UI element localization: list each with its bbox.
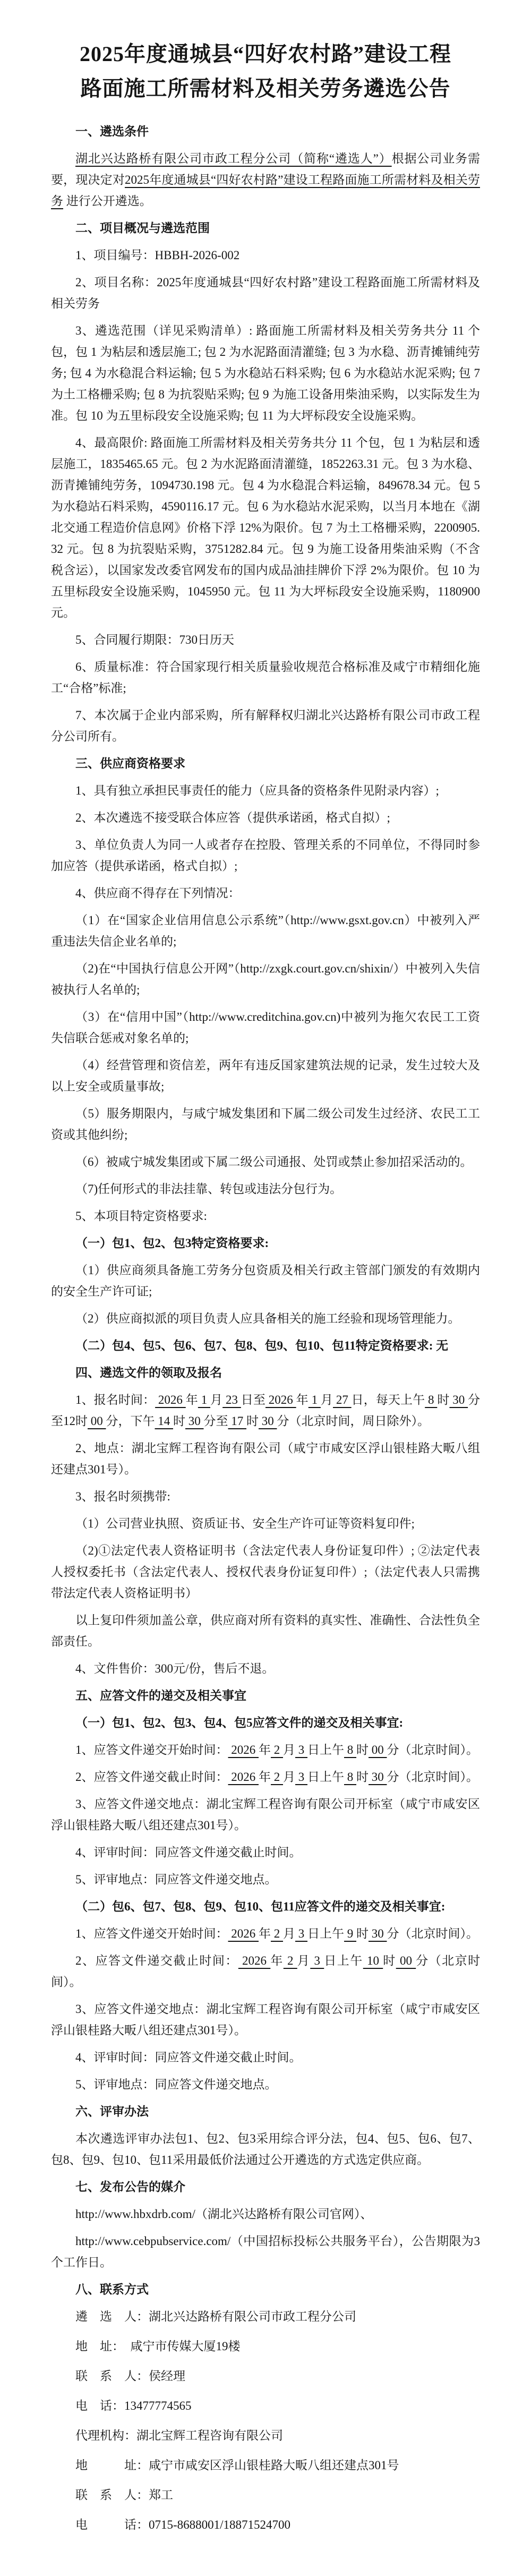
paragraph [51, 1179, 480, 1200]
text-run: 一、遴选条件 [75, 124, 149, 138]
text-run: 五、应答文件的递交及相关事宜 [75, 1688, 246, 1702]
contact-line [51, 2336, 480, 2357]
text-run: 时 [173, 1414, 185, 1428]
paragraph [51, 2074, 480, 2095]
underlined-value: 3 [295, 1770, 307, 1784]
underlined-value: 2026 [228, 1743, 259, 1756]
underlined-value: 3 [295, 1926, 307, 1940]
underlined-value: 27 [333, 1393, 352, 1406]
text-run: 1、应答文件递交开始时间： [75, 1926, 228, 1940]
text-run: http://www.cebpubservice.com/（中国招标投标公共服务平台），公告期限为3个工作日。 [51, 2234, 480, 2269]
text-run: 月 [210, 1393, 223, 1406]
paragraph [51, 1151, 480, 1173]
underlined-value: 00 [396, 1954, 416, 1967]
text-run: 地 址：咸宁市咸安区浮山银桂路大畈八组还建点301号 [75, 2458, 399, 2472]
text-run: 日至 [241, 1393, 266, 1406]
underlined-value: 17 [228, 1414, 246, 1428]
text-run: 日上午 [307, 1926, 344, 1940]
text-run: 5、本项目特定资格要求: [75, 1209, 207, 1223]
text-run: 电 话：0715-8688001/18871524700 [75, 2518, 291, 2531]
text-run: 2、地点：湖北宝辉工程咨询有限公司（咸宁市咸安区浮山银桂路大畈八组还建点301号）。 [51, 1441, 480, 1476]
paragraph [51, 1308, 480, 1329]
text-run: 4、文件售价：300元/份，售后不退。 [75, 1661, 275, 1675]
text-run: （二）包4、包5、包6、包7、包8、包9、包10、包11特定资格要求: 无 [75, 1338, 449, 1352]
paragraph [51, 2231, 480, 2273]
paragraph [51, 432, 480, 624]
paragraph [51, 1103, 480, 1146]
paragraph [51, 958, 480, 1001]
underlined-value: 2 [283, 1954, 297, 1967]
text-run: 遴 选 人：湖北兴达路桥有限公司市政工程分公司 [75, 2309, 356, 2323]
text-run: 月 [283, 1926, 295, 1940]
paragraph [51, 1658, 480, 1679]
paragraph [51, 320, 480, 427]
text-run: 年 [185, 1393, 198, 1406]
underlined-value: 湖北兴达路桥有限公司市政工程分公司（简称“遴选人”） [75, 151, 392, 165]
text-run: （5）服务期限内，与咸宁城发集团和下属二级公司发生过经济、农民工工资或其他纠纷; [51, 1106, 480, 1141]
text-run: （3）在“信用中国”（http://www.creditchina.gov.cn)中被列为拖欠农民工工资失信联合惩戒对象名单的; [51, 1010, 480, 1045]
section-heading [51, 1685, 480, 1707]
paragraph [51, 1842, 480, 1863]
section-heading [51, 121, 480, 142]
paragraph [51, 1055, 480, 1097]
text-run: 3、报名时须携带: [75, 1489, 170, 1503]
paragraph [51, 272, 480, 314]
contact-line [51, 2455, 480, 2476]
text-run: 日上午 [324, 1954, 363, 1967]
text-run: 分（北京时间）。 [51, 1954, 481, 1989]
text-run: 1、报名时间： [75, 1393, 156, 1406]
text-run: （4）经营管理和资信差，两年有违反国家建筑法规的记录，发生过较大及以上安全或质量事故; [51, 1058, 480, 1093]
text-run: （2)①法定代表人资格证明书（含法定代表人身份证复印件）; ②法定代表人授权委托书（含法定代表人、授权代表身份证复印件）;（法定代表人只需携带法定代表人资格证明书） [51, 1543, 480, 1600]
underlined-value: 2 [271, 1743, 283, 1756]
underlined-value: 3 [310, 1954, 324, 1967]
text-run: 1、具有独立承担民事责任的能力（应具备的资格条件见附录内容）; [75, 783, 439, 797]
paragraph [51, 834, 480, 877]
document-body [51, 121, 480, 2536]
text-run: 时 [356, 1926, 369, 1940]
text-run: 八、联系方式 [75, 2282, 149, 2296]
text-run: 年 [270, 1954, 284, 1967]
paragraph [51, 807, 480, 829]
underlined-value: 8 [425, 1393, 438, 1406]
text-run: 分至12时 [51, 1393, 481, 1428]
text-run: 6、质量标准：符合国家现行相关质量验收规范合格标准及咸宁市精细化施工“合格”标准; [51, 660, 480, 695]
section-heading [51, 2101, 480, 2122]
paragraph [51, 1006, 480, 1049]
underlined-value: 1 [308, 1393, 321, 1406]
text-run: 二、项目概况与遴选范围 [75, 221, 210, 235]
paragraph [51, 1923, 480, 1944]
contact-line [51, 2425, 480, 2446]
text-run: 月 [283, 1770, 295, 1784]
text-run: 年 [296, 1393, 309, 1406]
underlined-value: 2 [271, 1926, 283, 1940]
text-run: 1、项目编号：HBBH-2026-002 [75, 248, 240, 262]
text-run: 进行公开遴选。 [63, 194, 152, 208]
text-run: 时 [246, 1414, 259, 1428]
underlined-value: 2026 [228, 1926, 259, 1940]
document-title-line2: 路面施工所需材料及相关劳务遴选公告 [80, 76, 451, 100]
underlined-value: 2025年度通城县“四好农村路”建设工程路面施工所需材料及相关劳务 [51, 173, 480, 208]
text-run: （2)在“中国执行信息公开网”（http://zxgk.court.gov.cn/shixin/）中被列入失信被执行人名单的; [51, 961, 480, 996]
text-run: （7)任何形式的非法挂靠、转包或违法分包行为。 [75, 1182, 342, 1196]
text-run: 4、最高限价: 路面施工所需材料及相关劳务共分 11 个包，包 1 为粘层和透层施工，1835465.65 元。包 2 为水泥路面清灌缝，1852263.31 元。包 3 为水稳、沥青摊铺纯劳务，1094730.198 元。包 4 为水稳混合料运输，849678.34 元。包 5 为水稳站石料采购，4590116.17 元。包 6 为水稳站水泥采购，以当月本地在《湖北交通工程造价信息网》价格下浮 12%为限价。包 7 为土工格栅采购，2200905.32 元。包 8 为抗裂贴采购，3751282.84 元。包 9 为施工设备用柴油采购（不含税含运），以国家发改委官网发布的国内成品油挂牌价下浮 2%为限价。包 10 为五里标段安全设施采购，1045950 元。包 11 为大坪标段安全设施采购，1180900 元。 [51, 436, 481, 619]
text-run: 3、应答文件递交地点：湖北宝辉工程咨询有限公司开标室（咸宁市咸安区浮山银桂路大畈八组还建点301号）。 [51, 1797, 480, 1832]
text-run: 5、合同履行期限：730日历天 [75, 633, 234, 646]
text-run: 六、评审办法 [75, 2104, 149, 2118]
text-run: （一）包1、包2、包3特定资格要求: [75, 1236, 269, 1250]
text-run: 月 [320, 1393, 333, 1406]
document-title [51, 37, 480, 106]
text-run: 联 系 人：郑工 [75, 2488, 173, 2502]
section-heading [51, 753, 480, 774]
text-run: 3、单位负责人为同一人或者存在控股、管理关系的不同单位，不得同时参加应答（提供承诺函，格式自拟）; [51, 838, 480, 873]
sub-heading [51, 1896, 480, 1917]
document-title-line1: 2025年度通城县“四好农村路”建设工程 [80, 42, 451, 66]
paragraph [51, 2047, 480, 2068]
underlined-value: 9 [344, 1926, 356, 1940]
text-run: 1、应答文件递交开始时间： [75, 1743, 228, 1756]
text-run: （6）被咸宁城发集团或下属二级公司通报、处罚或禁止参加招采活动的。 [75, 1155, 473, 1168]
text-run: 根据公司业务需要，现决定对 [51, 151, 480, 186]
section-heading [51, 2279, 480, 2300]
contact-line [51, 2485, 480, 2506]
underlined-value: 3 [295, 1743, 307, 1756]
text-run: （1）在“国家企业信用信息公示系统”（http://www.gsxt.gov.cn）中被列入严重违法失信企业名单的; [51, 913, 480, 948]
underlined-value: 30 [369, 1926, 387, 1940]
contact-line [51, 2366, 480, 2387]
text-run: 地 址： 咸宁市传媒大厦19楼 [75, 2339, 241, 2353]
text-run: 代理机构：湖北宝辉工程咨询有限公司 [75, 2428, 283, 2442]
text-run: 月 [283, 1743, 295, 1756]
underlined-value: 00 [88, 1414, 106, 1428]
paragraph [51, 1794, 480, 1836]
section-heading [51, 218, 480, 239]
contact-line [51, 2306, 480, 2327]
text-run: 3、遴选范围（详见采购清单）: 路面施工所需材料及相关劳务共分 11 个包，包 1 为粘层和透层施工; 包 2 为水泥路面清灌缝; 包 3 为水稳、沥青摊铺纯劳务; 包 4 为水稳混合料运输; 包 5 为水稳站石料采购; 包 6 为水稳站水泥采购; 包 7 为土工格栅采购; 包 8 为抗裂贴采购; 包 9 为施工设备用柴油采购，以实际发生为准。包 10 为五里标段安全设施采购; 包 11 为大坪标段安全设施采购。 [51, 323, 480, 422]
underlined-value: 30 [185, 1414, 204, 1428]
text-run: 2、应答文件递交截止时间： [75, 1954, 238, 1967]
underlined-value: 2026 [155, 1393, 186, 1406]
text-run: 分（北京时间，周日除外）。 [277, 1414, 430, 1428]
text-run: 4、供应商不得存在下列情况： [75, 886, 241, 900]
sub-heading [51, 1233, 480, 1254]
text-run: 三、供应商资格要求 [75, 756, 185, 770]
text-run: 日上午 [307, 1743, 344, 1756]
text-run: 分至 [203, 1414, 228, 1428]
paragraph [51, 656, 480, 699]
underlined-value: 8 [344, 1770, 356, 1784]
section-heading [51, 2177, 480, 2198]
paragraph [51, 780, 480, 801]
underlined-value: 8 [344, 1743, 356, 1756]
paragraph [51, 1389, 480, 1432]
text-run: 时 [356, 1743, 369, 1756]
underlined-value: 1 [198, 1393, 211, 1406]
paragraph [51, 148, 480, 212]
text-run: 3、应答文件递交地点：湖北宝辉工程咨询有限公司开标室（咸宁市咸安区浮山银桂路大畈八组还建点301号）。 [51, 2002, 480, 2037]
paragraph [51, 1869, 480, 1890]
text-run: http://www.hbxdrb.com/（湖北兴达路桥有限公司官网）、 [75, 2207, 373, 2221]
paragraph [51, 1610, 480, 1652]
text-run: 年 [259, 1743, 271, 1756]
text-run: （二）包6、包7、包8、包9、包10、包11应答文件的递交及相关事宜: [75, 1899, 446, 1913]
paragraph [51, 705, 480, 747]
contact-line [51, 2395, 480, 2417]
text-run: 时 [437, 1393, 450, 1406]
text-run: 七、发布公告的媒介 [75, 2180, 185, 2194]
underlined-value: 23 [222, 1393, 241, 1406]
underlined-value: 30 [369, 1770, 387, 1784]
underlined-value: 2026 [265, 1393, 296, 1406]
text-run: 日上午 [307, 1770, 344, 1784]
underlined-value: 14 [155, 1414, 173, 1428]
text-run: 以上复印件须加盖公章，供应商对所有资料的真实性、准确性、合法性负全部责任。 [51, 1613, 480, 1648]
text-run: 年 [259, 1926, 271, 1940]
text-run: 电 话：13477774565 [75, 2399, 192, 2412]
text-run: 时 [383, 1954, 396, 1967]
paragraph [51, 245, 480, 266]
text-run: 分（北京时间）。 [387, 1743, 478, 1756]
text-run: 2、本次遴选不接受联合体应答（提供承诺函，格式自拟）; [75, 811, 390, 824]
paragraph [51, 2204, 480, 2225]
text-run: 时 [356, 1770, 369, 1784]
section-heading [51, 1362, 480, 1384]
text-run: 2、应答文件递交截止时间： [75, 1770, 228, 1784]
paragraph [51, 1950, 480, 1993]
paragraph [51, 1438, 480, 1480]
text-run: 2、项目名称：2025年度通城县“四好农村路”建设工程路面施工所需材料及相关劳务 [51, 275, 480, 310]
text-run: 5、评审地点：同应答文件递交地点。 [75, 1872, 277, 1886]
text-run: 月 [297, 1954, 311, 1967]
paragraph [51, 2128, 480, 2171]
text-run: 分，下午 [106, 1414, 155, 1428]
underlined-value: 00 [369, 1743, 387, 1756]
underlined-value: 10 [363, 1954, 383, 1967]
paragraph [51, 1513, 480, 1534]
underlined-value: 30 [259, 1414, 277, 1428]
paragraph [51, 1486, 480, 1507]
text-run: 日，每天上午 [351, 1393, 425, 1406]
paragraph [51, 910, 480, 952]
text-run: 7、本次属于企业内部采购，所有解释权归湖北兴达路桥有限公司市政工程分公司所有。 [51, 708, 480, 743]
underlined-value: 2026 [238, 1954, 271, 1967]
text-run: 5、评审地点：同应答文件递交地点。 [75, 2077, 277, 2091]
paragraph [51, 1767, 480, 1788]
paragraph [51, 1739, 480, 1761]
paragraph [51, 1540, 480, 1604]
underlined-value: 2026 [228, 1770, 259, 1784]
text-run: 联 系 人：侯经理 [75, 2369, 185, 2383]
text-run: 4、评审时间：同应答文件递交截止时间。 [75, 2050, 302, 2064]
contact-line [51, 2514, 480, 2536]
text-run: 年 [259, 1770, 271, 1784]
paragraph [51, 629, 480, 651]
paragraph [51, 883, 480, 904]
text-run: 四、遴选文件的领取及报名 [75, 1366, 222, 1379]
underlined-value: 30 [449, 1393, 468, 1406]
text-run: （1）供应商须具备施工劳务分包资质及相关行政主管部门颁发的有效期内的安全生产许可证; [51, 1263, 480, 1298]
underlined-value: 2 [271, 1770, 283, 1784]
sub-heading [51, 1712, 480, 1734]
text-run: 本次遴选评审办法包1、包2、包3采用综合评分法，包4、包5、包6、包7、包8、包9、包10、包11采用最低价法通过公开遴选的方式选定供应商。 [51, 2131, 480, 2166]
text-run: 分（北京时间）。 [387, 1770, 478, 1784]
sub-heading [51, 1335, 480, 1357]
text-run: （2）供应商拟派的项目负责人应具备相关的施工经验和现场管理能力。 [75, 1311, 460, 1325]
text-run: 分（北京时间）。 [387, 1926, 478, 1940]
text-run: （一）包1、包2、包3、包4、包5应答文件的递交及相关事宜: [75, 1716, 404, 1729]
paragraph [51, 1999, 480, 2041]
text-run: 4、评审时间：同应答文件递交截止时间。 [75, 1845, 302, 1859]
text-run: （1）公司营业执照、资质证书、安全生产许可证等资料复印件; [75, 1516, 415, 1530]
paragraph [51, 1206, 480, 1227]
paragraph [51, 1260, 480, 1302]
